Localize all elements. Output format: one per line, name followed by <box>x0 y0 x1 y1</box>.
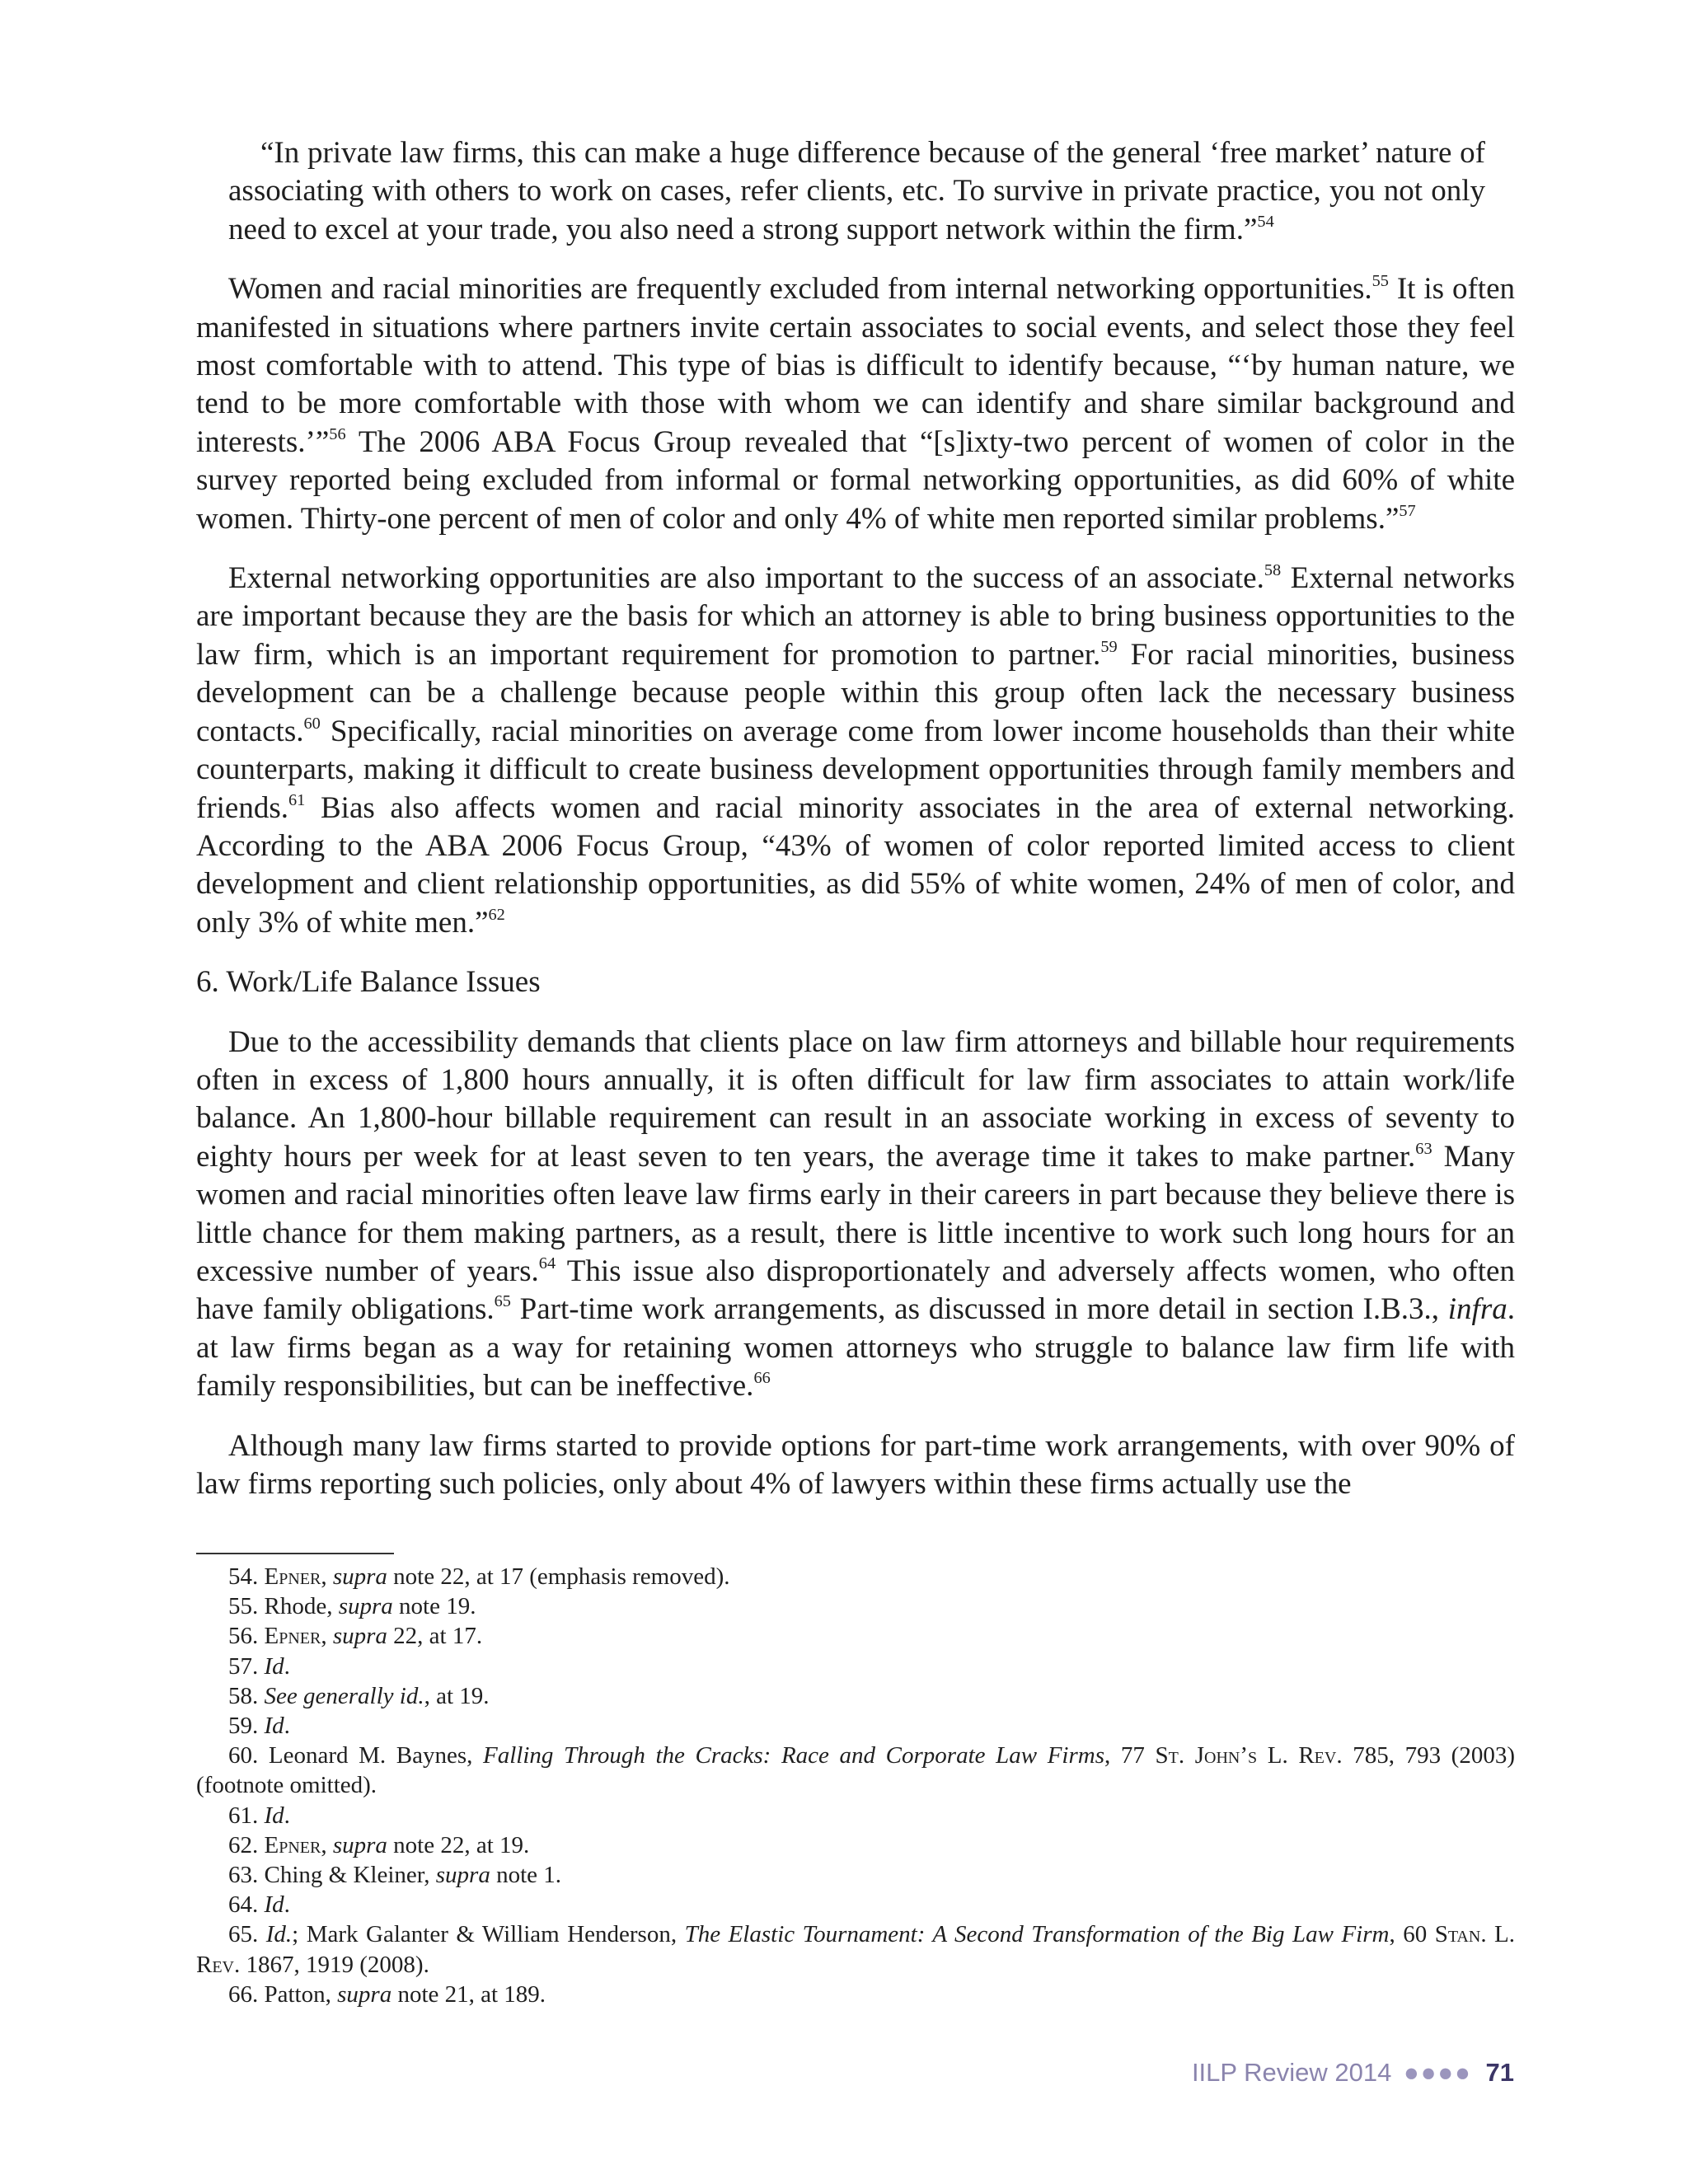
text-run: . at law firms began as a way for retaining women attorneys who struggle to balance law firm life with family responsibilities, but can be ineffective. <box>196 1292 1515 1404</box>
page-number: 71 <box>1485 2058 1514 2087</box>
footnote-number: 54. <box>228 1563 265 1590</box>
text-run: 22, at 17. <box>387 1623 483 1650</box>
footnote-number: 64. <box>228 1891 265 1919</box>
footnotes <box>196 1562 1515 2009</box>
footnote-number: 56. <box>228 1623 265 1650</box>
text-run: , <box>321 1563 333 1590</box>
text-run: Part-time work arrangements, as discussed in more detail in section I.B.3., <box>510 1292 1448 1327</box>
footnote-number: 65. <box>228 1921 266 1948</box>
small-caps-run: Epner <box>264 1563 321 1590</box>
text-run: External networks are important because they are the basis for which an attorney is able to bring business opportunities to the law firm, which is an important requirement for promotion to partner. <box>196 561 1515 672</box>
text-run: This issue also disproportionately and adversely affects women, who often have family obligations. <box>196 1254 1515 1327</box>
italic-run: Id <box>264 1652 284 1680</box>
italic-run: supra <box>337 1980 392 2008</box>
footnote-ref: 57 <box>1399 501 1416 520</box>
text-run: The 2006 ABA Focus Group revealed that “[s]ixty-two percent of women of color in the survey reported being excluded from informal or formal networking opportunities, as did 60% of white women. Thirty-one percent of men of color and only 4% of white men reported similar problems.” <box>196 424 1515 536</box>
text-run: Patton, <box>264 1980 338 2008</box>
footnote-ref: 60 <box>303 714 321 733</box>
italic-run: Id. <box>265 1921 293 1948</box>
text-run: , 60 <box>1389 1921 1435 1948</box>
italic-run: supra <box>332 1623 387 1650</box>
small-caps-run: Epner <box>264 1623 321 1650</box>
italic-run: Id <box>264 1713 284 1740</box>
text-run: note 21, at 189. <box>392 1980 546 2008</box>
footnote-66 <box>196 1980 1515 2009</box>
footnote-54 <box>196 1562 1515 1591</box>
footnote-ref: 65 <box>494 1292 511 1311</box>
small-caps-run: Stan. L. Rev. <box>196 1921 1516 1978</box>
footnote-62 <box>196 1830 1515 1860</box>
text-run: , 77 <box>1104 1742 1156 1769</box>
text-run: Specifically, racial minorities on average come from lower income households than their white counterparts, making it difficult to create business development opportunities through family members and friends. <box>196 714 1515 825</box>
italic-run: Id <box>264 1891 284 1919</box>
footnote-ref: 61 <box>288 790 306 809</box>
paragraph-part-time: Although many law firms started to provide options for part-time work arrangements, with over 90% of law firms reporting such policies, only about 4% of lawyers within these firms actually use the <box>196 1428 1515 1501</box>
text-run: It is often manifested in situations where partners invite certain associates to social events, and select those they feel most comfortable with to attend. This type of bias is difficult to identify because, “‘by human nature, we tend to be more comfortable with those with whom we can identify and share similar background and interests.’” <box>196 272 1515 459</box>
text-run: . <box>284 1652 290 1680</box>
text-run: note 19. <box>392 1593 476 1620</box>
journal-name: IILP Review 2014 <box>1191 2058 1392 2087</box>
footnote-number: 61. <box>228 1802 265 1829</box>
footnote-55 <box>196 1591 1515 1621</box>
dots-ornament: ●●●● <box>1403 2058 1472 2087</box>
footnote-ref: 64 <box>538 1254 556 1272</box>
footnote-61 <box>196 1801 1515 1830</box>
paragraph-internal-networking <box>196 270 1515 538</box>
footnote-ref: 59 <box>1100 637 1118 656</box>
text-run: , at 19. <box>424 1682 490 1709</box>
footnote-number: 62. <box>228 1831 265 1858</box>
footnote-60 <box>196 1741 1515 1800</box>
italic-run: Id <box>264 1802 284 1829</box>
italic-run: See generally id. <box>264 1682 424 1709</box>
footnote-ref: 62 <box>488 905 505 924</box>
footnote-65 <box>196 1919 1515 1979</box>
italic-run: supra <box>332 1563 387 1590</box>
body-text <box>196 134 1515 1525</box>
small-caps-run: Epner <box>264 1831 321 1858</box>
footnote-number: 63. <box>228 1862 265 1889</box>
text-run: For racial minorities, business development can be a challenge because people within this group often lack the necessary business contacts. <box>196 637 1515 748</box>
block-quote <box>228 134 1485 249</box>
footnote-63 <box>196 1860 1515 1890</box>
footnote-number: 66. <box>228 1980 265 2008</box>
italic-run: infra <box>1447 1292 1507 1327</box>
footnote-56 <box>196 1621 1515 1651</box>
text-run: External networking opportunities are also important to the success of an associate. <box>228 561 1264 596</box>
text-run: Bias also affects women and racial minority associates in the area of external networking. According to the ABA 2006 Focus Group, “43% of women of color reported limited access to client development and client relationship opportunities, as did 55% of white women, 24% of men of color, and only 3% of white men.” <box>196 790 1515 940</box>
text-run: Many women and racial minorities often leave law firms early in their careers in part because they believe there is little chance for them making partners, as a result, there is little incentive to work such long hours for an excessive number of years. <box>196 1139 1515 1288</box>
quote-text: “In private law firms, this can make a huge difference because of the general ‘free market’ nature of associating with others to work on cases, refer clients, etc. To survive in private practice, you not only need to excel at your trade, you also need a strong support network within the firm.” <box>228 136 1485 246</box>
footnote-64 <box>196 1890 1515 1919</box>
paragraph-external-networking <box>196 560 1515 942</box>
text-run: 785, 793 (2003) (footnote omitted). <box>196 1742 1516 1799</box>
italic-run: Falling Through the Cracks: Race and Corporate Law Firms <box>483 1742 1104 1769</box>
footnote-number: 58. <box>228 1682 265 1709</box>
text-run: 1867, 1919 (2008). <box>240 1951 429 1978</box>
text-run: note 22, at 17 (emphasis removed). <box>387 1563 730 1590</box>
text-run: . <box>284 1802 290 1829</box>
footnote-ref: 66 <box>753 1368 771 1387</box>
italic-run: supra <box>338 1593 393 1620</box>
footnote-57 <box>196 1652 1515 1681</box>
footnote-number: 57. <box>228 1652 265 1680</box>
text-run: note 1. <box>490 1862 562 1889</box>
text-run: note 22, at 19. <box>387 1831 530 1858</box>
text-run: , <box>321 1831 333 1858</box>
paragraph-work-life <box>196 1024 1515 1406</box>
italic-run: The Elastic Tournament: A Second Transformation of the Big Law Firm <box>684 1921 1390 1948</box>
small-caps-run: St. John’s L. Rev. <box>1155 1742 1343 1769</box>
footnote-58 <box>196 1681 1515 1711</box>
text-run: Leonard M. Baynes, <box>268 1742 484 1769</box>
italic-run: supra <box>332 1831 387 1858</box>
text-run: Women and racial minorities are frequently excluded from internal networking opportunities. <box>228 272 1372 307</box>
text-run: Ching & Kleiner, <box>264 1862 436 1889</box>
footnote-rule <box>196 1553 394 1554</box>
footnote-ref: 56 <box>329 424 346 443</box>
footnote-number: 55. <box>228 1593 265 1620</box>
text-run: . <box>284 1713 290 1740</box>
footnote-ref: 54 <box>1257 212 1274 231</box>
text-run: . <box>284 1891 290 1919</box>
footnote-ref: 63 <box>1415 1139 1432 1158</box>
footnote-59 <box>196 1711 1515 1741</box>
footnote-number: 59. <box>228 1713 265 1740</box>
footnote-ref: 58 <box>1264 560 1282 579</box>
text-run: Due to the accessibility demands that clients place on law firm attorneys and billable hour requirements often in excess of 1,800 hours annually, it is often difficult for law firm associates to attain work/life balance. An 1,800-hour billable requirement can result in an associate working in excess of seventy to eighty hours per week for at least seven to ten years, the average time it takes to make partner. <box>196 1024 1515 1174</box>
text-run: ; Mark Galanter & William Henderson, <box>292 1921 685 1948</box>
text-run: Rhode, <box>264 1593 339 1620</box>
italic-run: supra <box>435 1862 490 1889</box>
page-footer <box>1192 2058 1514 2088</box>
section-heading: 6. Work/Life Balance Issues <box>196 965 541 1000</box>
footnote-number: 60. <box>228 1742 269 1769</box>
footnote-ref: 55 <box>1372 271 1389 290</box>
text-run: , <box>321 1623 333 1650</box>
